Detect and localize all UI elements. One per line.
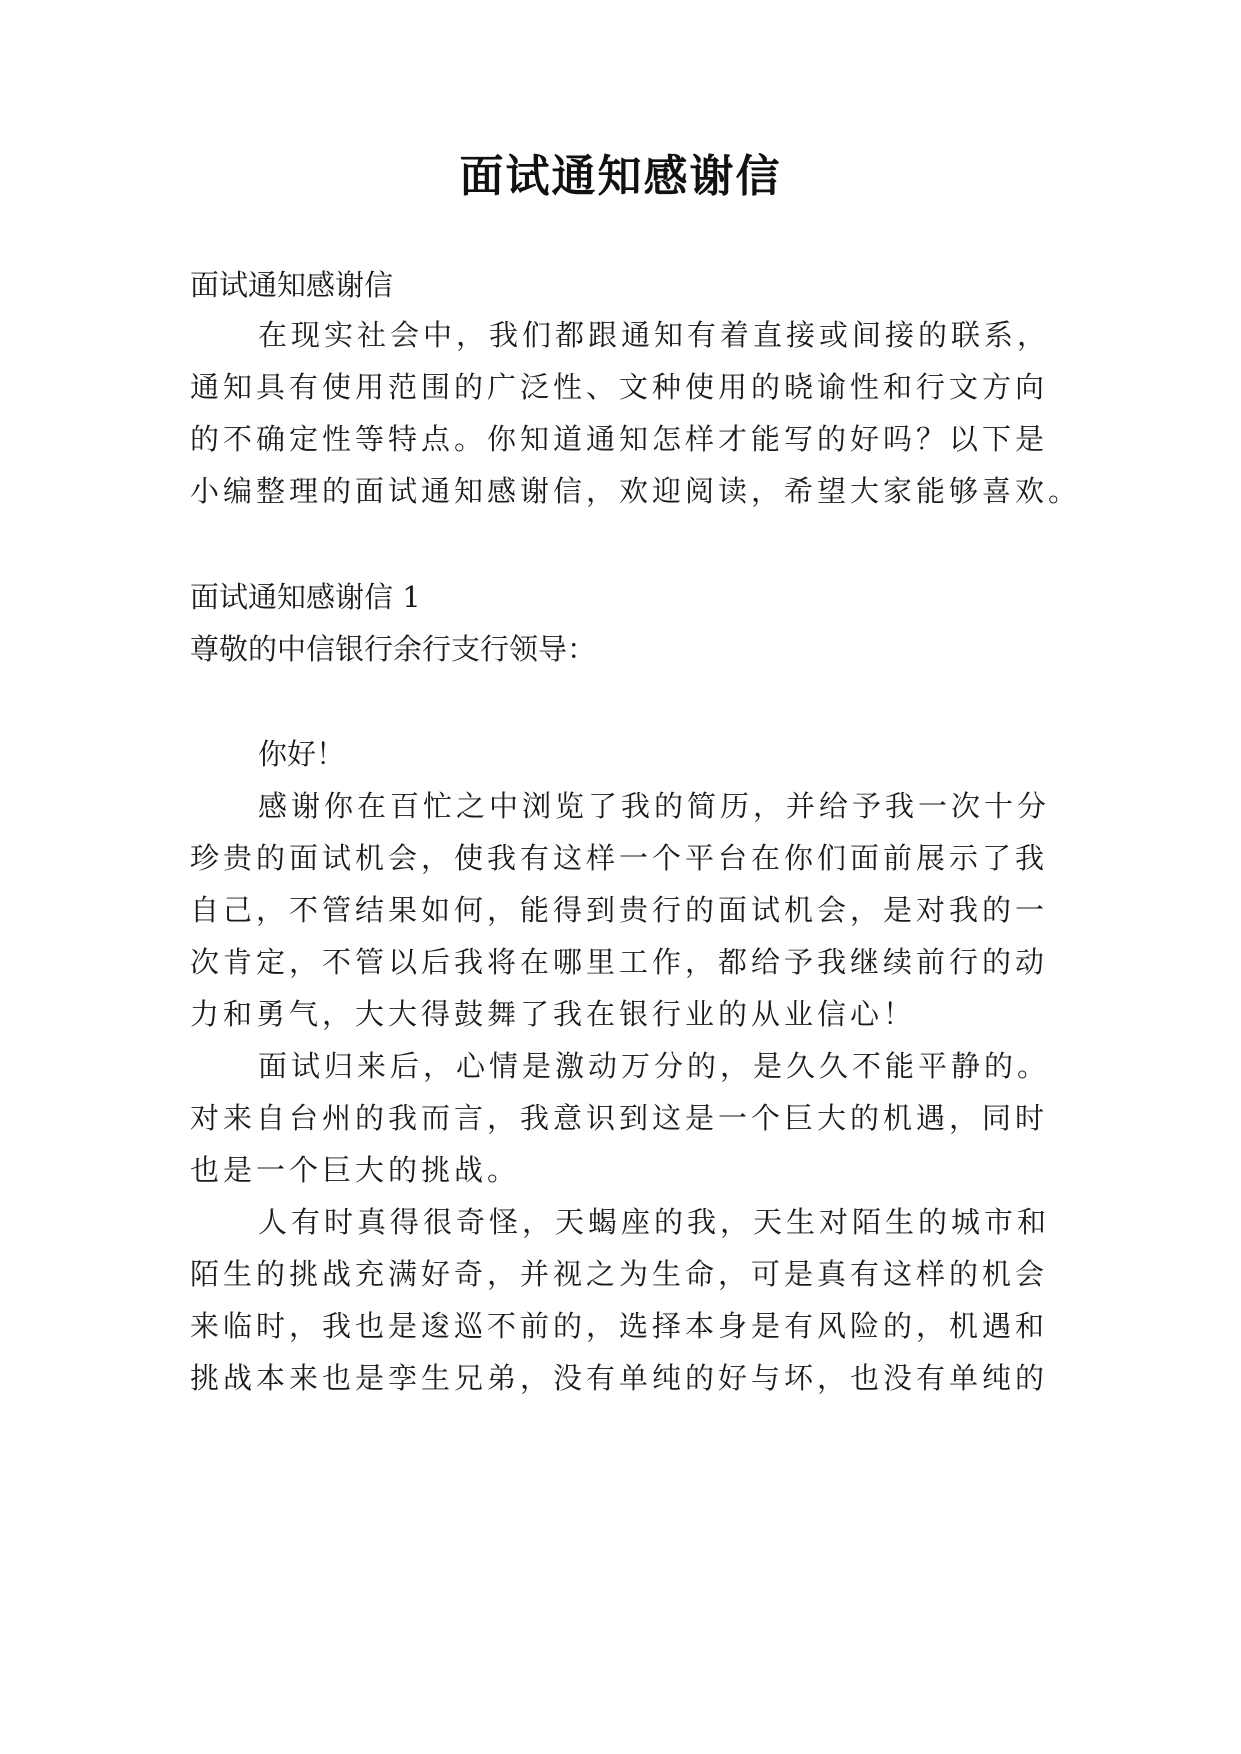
paragraph-line: 人有时真得很奇怪，天蝎座的我，天生对陌生的城市和 [258, 1205, 1051, 1239]
paragraph-line: 也是一个巨大的挑战。 [190, 1153, 521, 1187]
paragraph-line: 珍贵的面试机会，使我有这样一个平台在你们面前展示了我 [190, 841, 1049, 875]
intro-line: 通知具有使用范围的广泛性、文种使用的晓谕性和行文方向 [190, 370, 1049, 404]
paragraph-line: 来临时，我也是逡巡不前的，选择本身是有风险的，机遇和 [190, 1309, 1049, 1343]
paragraph-line: 对来自台州的我而言，我意识到这是一个巨大的机遇，同时 [190, 1101, 1049, 1135]
paragraph-line: 次肯定，不管以后我将在哪里工作，都给予我继续前行的动 [190, 945, 1049, 979]
paragraph-line: 感谢你在百忙之中浏览了我的简历，并给予我一次十分 [258, 789, 1051, 823]
letter-greeting: 你好！ [258, 737, 346, 771]
paragraph-line: 陌生的挑战充满好奇，并视之为生命，可是真有这样的机会 [190, 1257, 1049, 1291]
letter-salutation: 尊敬的中信银行余行支行领导： [190, 632, 597, 666]
paragraph-line: 挑战本来也是孪生兄弟，没有单纯的好与坏，也没有单纯的 [190, 1361, 1049, 1395]
paragraph-line: 面试归来后，心情是激动万分的，是久久不能平静的。 [258, 1049, 1051, 1083]
intro-line: 小编整理的面试通知感谢信，欢迎阅读，希望大家能够喜欢。 [190, 474, 1082, 508]
intro-line: 的不确定性等特点。你知道通知怎样才能写的好吗？以下是 [190, 422, 1049, 456]
intro-line: 在现实社会中，我们都跟通知有着直接或间接的联系， [258, 318, 1051, 352]
paragraph-line: 力和勇气，大大得鼓舞了我在银行业的从业信心！ [190, 997, 917, 1031]
document-title: 面试通知感谢信 [459, 151, 782, 202]
letter-heading: 面试通知感谢信 1 [190, 580, 421, 614]
subtitle: 面试通知感谢信 [190, 268, 394, 302]
paragraph-line: 自己，不管结果如何，能得到贵行的面试机会，是对我的一 [190, 893, 1049, 927]
